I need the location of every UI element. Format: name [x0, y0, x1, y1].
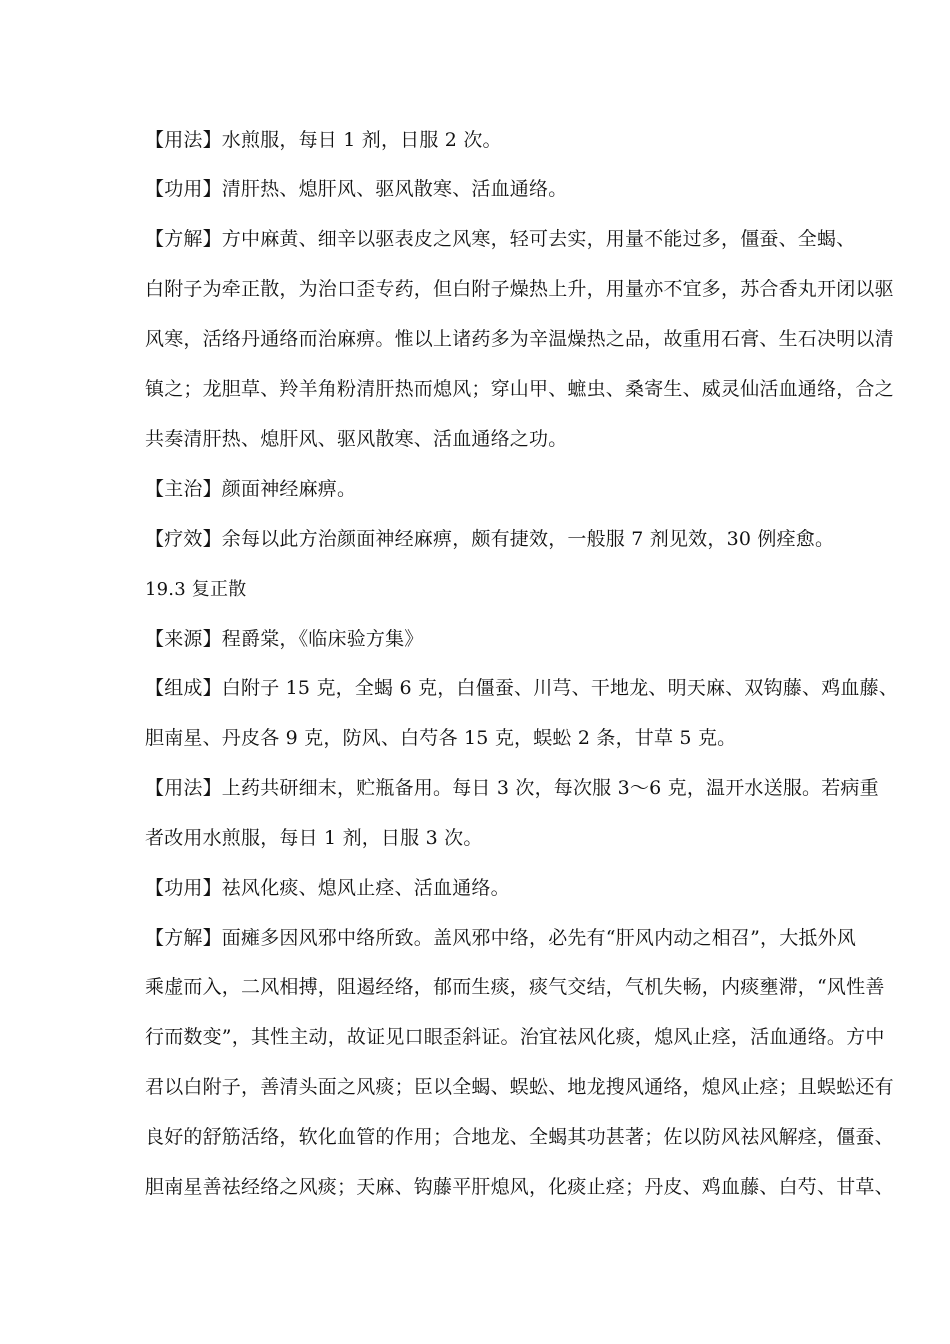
text-line-source: 【来源】程爵棠，《临床验方集》 — [145, 628, 424, 650]
text-line: 行而数变”，其性主动，故证见口眼歪斜证。治宜祛风化痰，熄风止痉，活血通络。方中 — [145, 1026, 885, 1048]
text-line-explanation: 【方解】方中麻黄、细辛以驱表皮之风寒，轻可去实，用量不能过多，僵蚕、全蝎、 — [145, 228, 856, 250]
text-line-usage: 【用法】水煎服，每日 1 剂，日服 2 次。 — [145, 129, 502, 151]
text-line-explanation: 【方解】面瘫多因风邪中络所致。盖风邪中络，必先有“肝风内动之相召”，大抵外风 — [145, 927, 857, 949]
text-line-efficacy: 【疗效】余每以此方治颜面神经麻痹，颇有捷效，一般服 7 剂见效，30 例痊愈。 — [145, 528, 835, 550]
text-line-indication: 【主治】颜面神经麻痹。 — [145, 478, 357, 500]
text-line: 君以白附子，善清头面之风痰；臣以全蝎、蜈蚣、地龙搜风通络，熄风止痉；且蜈蚣还有 — [145, 1076, 894, 1098]
text-line: 共奏清肝热、熄肝风、驱风散寒、活血通络之功。 — [145, 428, 568, 450]
text-line: 胆南星善祛经络之风痰；天麻、钩藤平肝熄风，化痰止痉；丹皮、鸡血藤、白芍、甘草、 — [145, 1176, 894, 1198]
text-line: 风寒，活络丹通络而治麻痹。惟以上诸药多为辛温燥热之品，故重用石膏、生石决明以清 — [145, 328, 894, 350]
text-line: 白附子为牵正散，为治口歪专药，但白附子燥热上升，用量亦不宜多，苏合香丸开闭以驱 — [145, 278, 894, 300]
section-heading: 19.3 复正散 — [145, 579, 247, 600]
text-line: 良好的舒筋活络，软化血管的作用；合地龙、全蝎其功甚著；佐以防风祛风解痉，僵蚕、 — [145, 1126, 894, 1148]
text-line: 镇之；龙胆草、羚羊角粉清肝热而熄风；穿山甲、蟅虫、桑寄生、威灵仙活血通络，合之 — [145, 378, 894, 400]
text-line: 者改用水煎服，每日 1 剂，日服 3 次。 — [145, 827, 483, 849]
text-line-function: 【功用】祛风化痰、熄风止痉、活血通络。 — [145, 877, 510, 899]
text-line-composition: 【组成】白附子 15 克，全蝎 6 克，白僵蚕、川芎、干地龙、明天麻、双钩藤、鸡血藤、 — [145, 677, 899, 699]
text-line-function: 【功用】清肝热、熄肝风、驱风散寒、活血通络。 — [145, 178, 568, 200]
text-line: 胆南星、丹皮各 9 克，防风、白芍各 15 克，蜈蚣 2 条，甘草 5 克。 — [145, 727, 737, 749]
text-line: 乘虚而入，二风相搏，阻遏经络，郁而生痰，痰气交结，气机失畅，内痰壅滞，“风性善 — [145, 976, 885, 998]
text-line-usage: 【用法】上药共研细末，贮瓶备用。每日 3 次，每次服 3～6 克，温开水送服。若病重 — [145, 777, 879, 799]
